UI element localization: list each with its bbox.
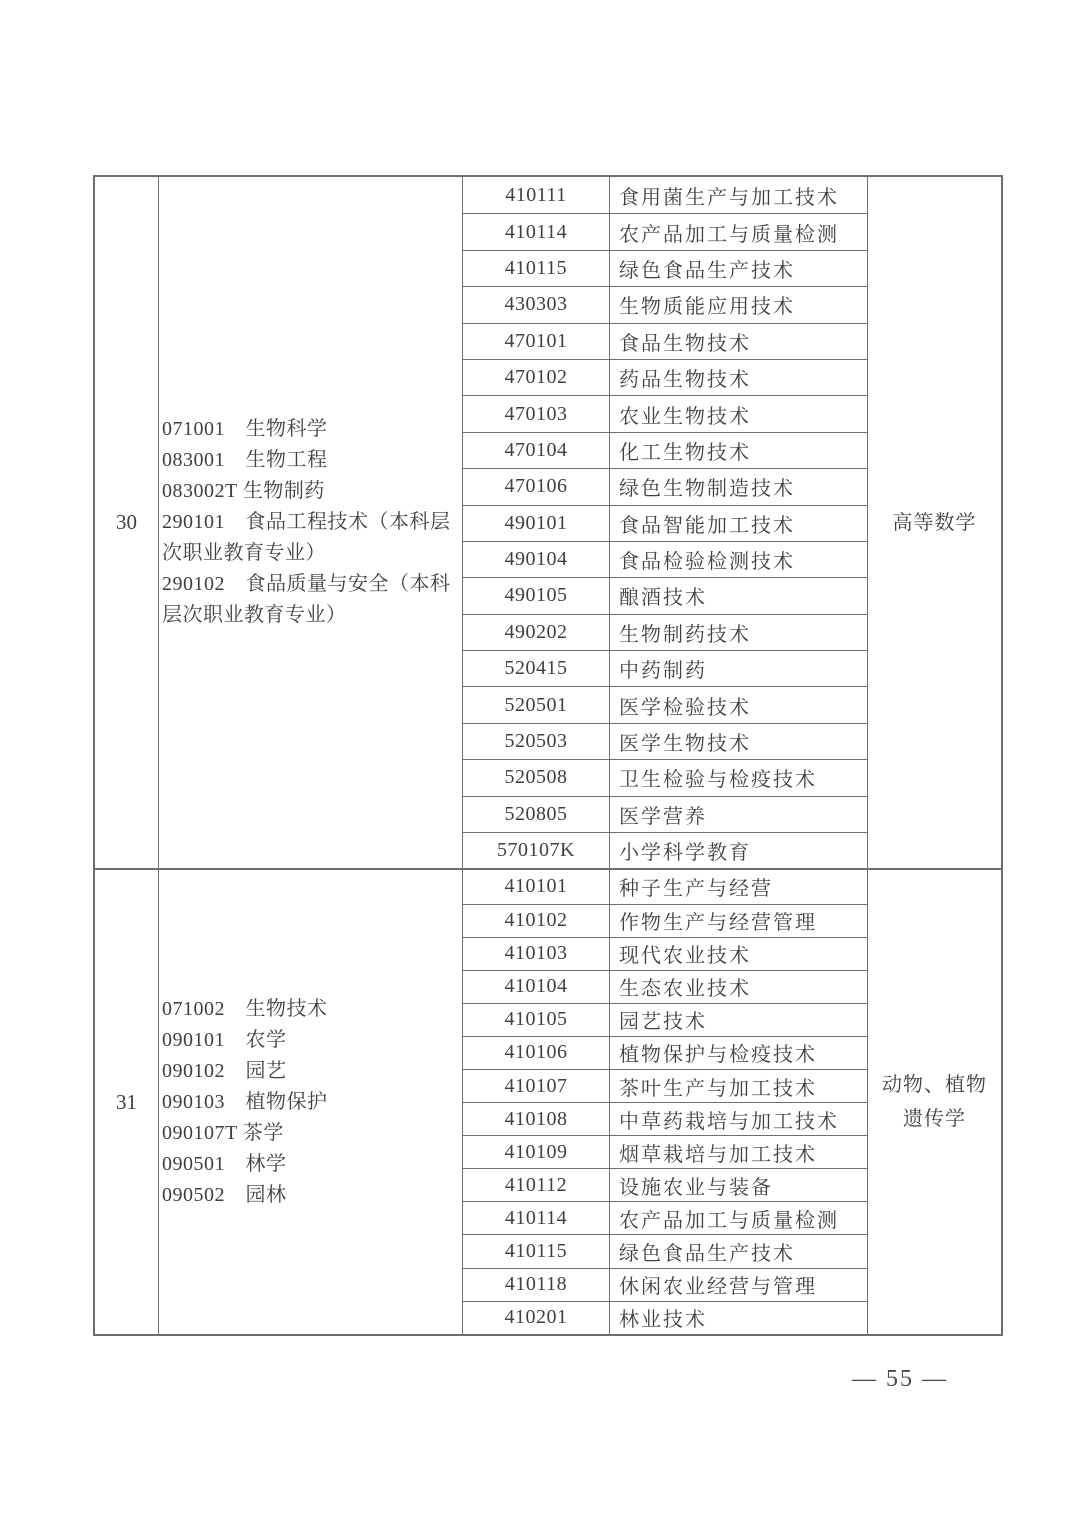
majors-table <box>93 175 1003 1336</box>
row-index-cell <box>95 177 159 868</box>
vocational-name: 酿酒技术 <box>619 587 707 610</box>
vocational-name: 小学科学教育 <box>619 842 751 865</box>
vocational-name: 中药制药 <box>619 660 707 683</box>
vocational-row <box>463 1301 867 1334</box>
vocational-code: 410103 <box>463 938 610 970</box>
vocational-row <box>463 1003 867 1036</box>
vocational-row <box>463 759 867 795</box>
vocational-row <box>463 1201 867 1234</box>
vocational-row <box>463 432 867 468</box>
vocational-code: 410115 <box>463 1235 610 1267</box>
row-index: 31 <box>116 1089 137 1114</box>
vocational-name: 园艺技术 <box>619 1011 707 1034</box>
vocational-code: 490105 <box>463 578 610 613</box>
vocational-name: 种子生产与经营 <box>619 878 773 901</box>
vocational-name: 现代农业技术 <box>619 945 751 968</box>
vocational-code: 490104 <box>463 542 610 577</box>
vocational-code: 470102 <box>463 360 610 395</box>
undergrad-major: 083001 生物工程 <box>162 449 328 472</box>
vocational-name: 食品生物技术 <box>619 332 751 355</box>
major-list <box>159 994 462 1211</box>
vocational-name: 烟草栽培与加工技术 <box>619 1143 817 1166</box>
vocational-code: 410107 <box>463 1070 610 1102</box>
vocational-name: 植物保护与检疫技术 <box>619 1044 817 1067</box>
vocational-name: 农产品加工与质量检测 <box>619 1209 839 1232</box>
vocational-name: 食品检验检测技术 <box>619 551 795 574</box>
vocational-rows <box>463 870 868 1333</box>
vocational-name: 化工生物技术 <box>619 441 751 464</box>
vocational-code: 520508 <box>463 760 610 795</box>
vocational-row <box>463 970 867 1003</box>
vocational-row <box>463 177 867 213</box>
vocational-row <box>463 614 867 650</box>
vocational-row <box>463 650 867 686</box>
vocational-code: 410111 <box>463 177 610 213</box>
vocational-code: 410114 <box>463 214 610 249</box>
vocational-row <box>463 686 867 722</box>
vocational-code: 410102 <box>463 905 610 937</box>
vocational-code: 470106 <box>463 469 610 504</box>
vocational-rows <box>463 177 868 868</box>
vocational-name: 茶叶生产与加工技术 <box>619 1077 817 1100</box>
vocational-code: 470103 <box>463 396 610 431</box>
vocational-code: 410114 <box>463 1202 610 1234</box>
vocational-row <box>463 832 867 868</box>
vocational-name: 药品生物技术 <box>619 369 751 392</box>
vocational-code: 410115 <box>463 251 610 286</box>
undergrad-major: 090101 农学 <box>162 1028 287 1051</box>
vocational-code: 410105 <box>463 1004 610 1036</box>
undergrad-major: 090103 植物保护 <box>162 1090 328 1113</box>
undergrad-majors-cell <box>159 177 463 868</box>
vocational-name: 生物质能应用技术 <box>619 296 795 319</box>
undergrad-major: 090107T 茶学 <box>162 1121 284 1144</box>
vocational-row <box>463 505 867 541</box>
vocational-row <box>463 323 867 359</box>
vocational-row <box>463 213 867 249</box>
vocational-name: 食用菌生产与加工技术 <box>619 186 839 209</box>
vocational-name: 卫生检验与检疫技术 <box>619 769 817 792</box>
undergrad-major: 083002T 生物制药 <box>162 480 325 503</box>
vocational-name: 设施农业与装备 <box>619 1176 773 1199</box>
row-index-cell <box>95 870 159 1333</box>
vocational-code: 410108 <box>463 1103 610 1135</box>
page-number: — 55 — <box>852 1366 948 1392</box>
undergrad-majors-cell <box>159 870 463 1333</box>
vocational-code: 490101 <box>463 506 610 541</box>
vocational-code: 520503 <box>463 724 610 759</box>
vocational-row <box>463 359 867 395</box>
vocational-row <box>463 904 867 937</box>
vocational-name: 绿色食品生产技术 <box>619 1243 795 1265</box>
vocational-name: 作物生产与经营管理 <box>619 912 817 935</box>
vocational-name: 休闲农业经营与管理 <box>619 1276 817 1299</box>
undergrad-major: 290101 食品工程技术（本科层次职业教育专业） <box>162 511 451 565</box>
undergrad-major: 290102 食品质量与安全（本科层次职业教育专业） <box>162 573 451 627</box>
vocational-name: 绿色食品生产技术 <box>619 259 795 282</box>
vocational-row <box>463 468 867 504</box>
subject-cell <box>868 870 1001 1333</box>
vocational-row <box>463 250 867 286</box>
vocational-name: 生态农业技术 <box>619 978 751 1001</box>
undergrad-major: 071002 生物技术 <box>162 997 328 1020</box>
vocational-row <box>463 870 867 903</box>
vocational-code: 470101 <box>463 324 610 359</box>
vocational-name: 农产品加工与质量检测 <box>619 223 839 246</box>
vocational-row <box>463 937 867 970</box>
vocational-row <box>463 723 867 759</box>
vocational-name: 绿色生物制造技术 <box>619 478 795 501</box>
vocational-code: 570107K <box>463 833 610 868</box>
vocational-row <box>463 1036 867 1069</box>
vocational-row <box>463 1069 867 1102</box>
vocational-name: 医学检验技术 <box>619 696 751 719</box>
vocational-row <box>463 1102 867 1135</box>
vocational-row <box>463 796 867 832</box>
vocational-code: 410104 <box>463 971 610 1003</box>
undergrad-major: 090102 园艺 <box>162 1059 287 1082</box>
vocational-code: 520415 <box>463 651 610 686</box>
vocational-name: 林业技术 <box>619 1309 707 1332</box>
vocational-name: 生物制药技术 <box>619 623 751 646</box>
vocational-name: 中草药栽培与加工技术 <box>619 1110 839 1133</box>
vocational-code: 410101 <box>463 870 610 903</box>
vocational-row <box>463 1268 867 1301</box>
vocational-code: 430303 <box>463 287 610 322</box>
vocational-row <box>463 395 867 431</box>
vocational-code: 410106 <box>463 1037 610 1069</box>
vocational-row <box>463 541 867 577</box>
vocational-row <box>463 1168 867 1201</box>
vocational-code: 520501 <box>463 687 610 722</box>
vocational-code: 470104 <box>463 433 610 468</box>
vocational-code: 410201 <box>463 1302 610 1334</box>
vocational-code: 520805 <box>463 797 610 832</box>
vocational-code: 410109 <box>463 1136 610 1168</box>
undergrad-major: 090501 林学 <box>162 1152 287 1175</box>
table-row <box>95 868 1001 1333</box>
subject-label: 动物、植物遗传学 <box>882 1074 987 1131</box>
vocational-row <box>463 1234 867 1267</box>
undergrad-major: 071001 生物科学 <box>162 418 328 441</box>
vocational-code: 410112 <box>463 1169 610 1201</box>
undergrad-major: 090502 园林 <box>162 1183 287 1206</box>
subject-cell <box>868 177 1001 868</box>
vocational-row <box>463 577 867 613</box>
vocational-code: 410118 <box>463 1269 610 1301</box>
vocational-name: 农业生物技术 <box>619 405 751 428</box>
vocational-name: 医学生物技术 <box>619 733 751 756</box>
table-row <box>95 177 1001 868</box>
major-list <box>159 414 462 631</box>
vocational-name: 食品智能加工技术 <box>619 514 795 537</box>
row-index: 30 <box>116 510 137 535</box>
vocational-name: 医学营养 <box>619 805 707 828</box>
subject-label: 高等数学 <box>892 511 977 534</box>
vocational-code: 490202 <box>463 615 610 650</box>
vocational-row <box>463 1135 867 1168</box>
vocational-row <box>463 286 867 322</box>
